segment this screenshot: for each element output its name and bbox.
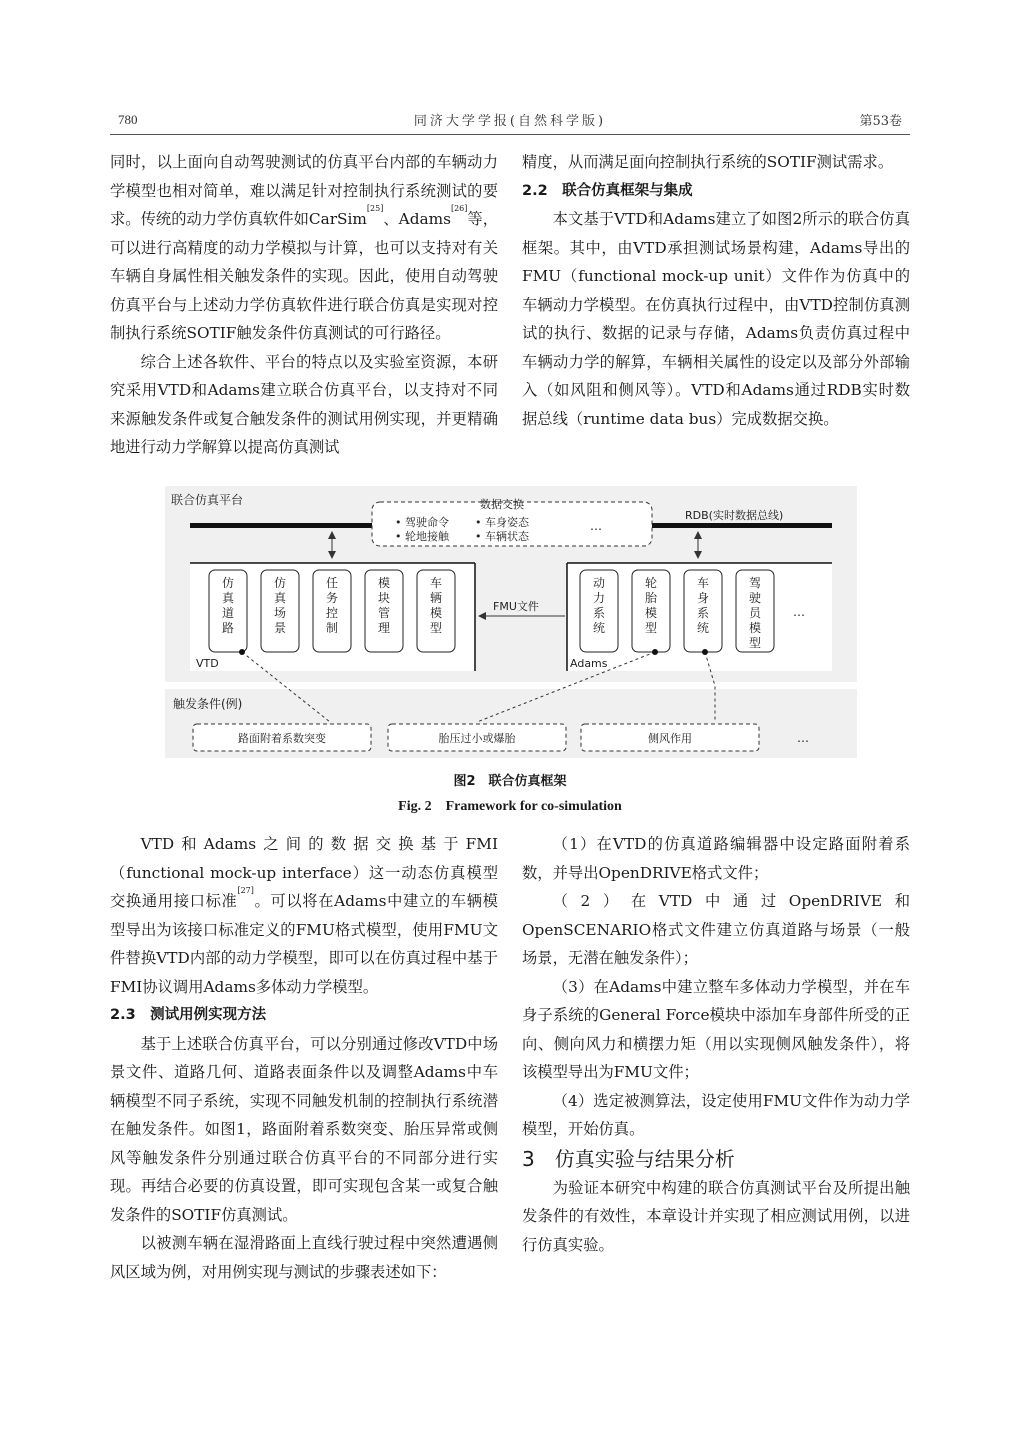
paragraph: 同时，以上面向自动驾驶测试的仿真平台内部的车辆动力学模型也相对简单，难以满足针对控制执行系统测试的要求。传统的动力学仿真软件如CarSim[25]、Adams[26]等，可以进行高精度的动力学模拟与计算，也可以支持对有关车辆自身属性相关触发条件的实现。因此，使用自动驾驶仿真平台与上述动力学仿真软件进行联合仿真是实现对控制执行系统SOTIF触发条件仿真测试的可行路径。 [110,153,498,342]
paragraph: 综合上述各软件、平台的特点以及实验室资源，本研究采用VTD和Adams建立联合仿真平台，以支持对不同来源触发条件或复合触发条件的测试用例实现，并更精确地进行动力学解算以提高仿真测试 [110,352,498,456]
paragraph: 以被测车辆在湿滑路面上直线行驶过程中突然遭遇侧风区域为例，对用例实现与测试的步骤表述如下： [110,1234,498,1281]
volume-label: 第53卷 [859,114,902,129]
data-item: • 驾驶命令 [395,516,449,529]
paragraph: 为验证本研究中构建的联合仿真测试平台及所提出触发条件的有效性，本章设计并实现了相应测试用例，以进行仿真实验。 [522,1178,910,1254]
paragraph: VTD和Adams之间的数据交换基于FMI（functional mock-up interface）这一动态仿真模型交换通用接口标准[27]。可以将在Adams中建立的车辆模型导出为该接口标准定义的FMU格式模型，使用FMU文件替换VTD内部的动力学模型，即可以在仿真过程中基于FMI协议调用Adams多体动力学模型。 [110,835,498,996]
framework-diagram [165,486,857,758]
trigger-label: 侧风作用 [648,732,692,745]
citation[interactable]: [27] [237,886,254,895]
module-label: 模块管理 [377,576,391,635]
module-label: 动力系统 [592,576,606,635]
module-label: 车辆模型 [429,576,443,635]
step-2: （2）在VTD中通过OpenDRIVE和OpenSCENARIO格式文件建立仿真道路与场景（一般场景，无潜在触发条件）； [522,892,910,967]
step-4: （4）选定被测算法，设定使用FMU文件作为动力学模型，开始仿真。 [522,1091,910,1138]
vtd-label: VTD [196,657,219,670]
data-ellipsis: … [590,519,602,533]
module-label: 仿真场景 [273,576,287,635]
citation[interactable]: [25] [366,204,384,213]
module-label: 仿真道路 [221,576,235,635]
data-exchange-title: 数据交换 [480,498,524,511]
module-label: 车身系统 [696,576,710,635]
page-number: 780 [118,112,138,127]
figure-2 [165,486,857,758]
module-label: 轮胎模型 [644,576,658,635]
paragraph: 精度，从而满足面向控制执行系统的SOTIF测试需求。 [522,153,894,171]
trigger-label: 胎压过小或爆胎 [438,732,516,745]
journal-title: 同济大学学报(自然科学版) [413,114,607,129]
right-column-bottom [522,830,910,1259]
step-3: （3）在Adams中建立整车多体动力学模型，并在车身子系统的General Force模块中添加车身部件所受的正向、侧向风力和横摆力矩（用以实现侧风触发条件），将该模型导出为FMU文件； [522,977,910,1081]
module-label: 任务控制 [325,576,339,635]
figure-caption-cn: 图2 联合仿真框架 [453,774,567,789]
trigger-title: 触发条件(例) [173,697,243,711]
vtd-modules [209,570,455,652]
right-column-top [522,148,910,433]
adams-label: Adams [570,657,608,670]
step-1: （1）在VTD的仿真道路编辑器中设定路面附着系数，并导出OpenDRIVE格式文件； [522,835,910,882]
rdb-label: RDB(实时数据总线) [685,509,784,522]
paragraph: 本文基于VTD和Adams建立了如图2所示的联合仿真框架。其中，由VTD承担测试场景构建，Adams导出的FMU（functional mock-up unit）文件作为仿真中的车辆动力学模型。在仿真执行过程中，由VTD控制仿真测试的执行、数据的记录与存储，Adams负责仿真过程中车辆动力学的解算，车辆相关属性的设定以及部分外部输入（如风阻和侧风等）。VTD和Adams通过RDB实时数据总线（runtime data bus）完成数据交换。 [522,210,910,428]
left-column-top [110,148,498,462]
citation[interactable]: [26] [450,204,468,213]
paragraph: 基于上述联合仿真平台，可以分别通过修改VTD中场景文件、道路几何、道路表面条件以及调整Adams中车辆模型不同子系统，实现不同触发机制的控制执行系统潜在触发条件。如图1，路面附着系数突变、胎压异常或侧风等触发条件分别通过联合仿真平台的不同部分进行实现。再结合必要的仿真设置，即可实现包含某一或复合触发条件的SOTIF仿真测试。 [110,1034,498,1224]
adams-ellipsis: … [793,605,805,619]
trigger-label: 路面附着系数突变 [238,732,326,745]
section-heading-2-3: 2.3 测试用例实现方法 [110,1007,267,1023]
data-item: • 车身姿态 [475,516,529,529]
section-heading-3: 3 仿真实验与结果分析 [522,1146,735,1171]
trigger-ellipsis: … [797,731,809,745]
data-item: • 车辆状态 [475,530,529,543]
left-column-bottom [110,830,498,1286]
module-label: 驾驶员模型 [748,576,762,650]
fmu-label: FMU文件 [493,600,539,613]
figure-caption-en: Fig. 2 Framework for co-simulation [398,799,622,814]
header-rule [110,134,910,135]
section-heading-2-2: 2.2 联合仿真框架与集成 [522,182,693,199]
platform-label: 联合仿真平台 [171,493,244,507]
running-header [110,108,910,134]
data-item: • 轮地接触 [395,530,449,543]
